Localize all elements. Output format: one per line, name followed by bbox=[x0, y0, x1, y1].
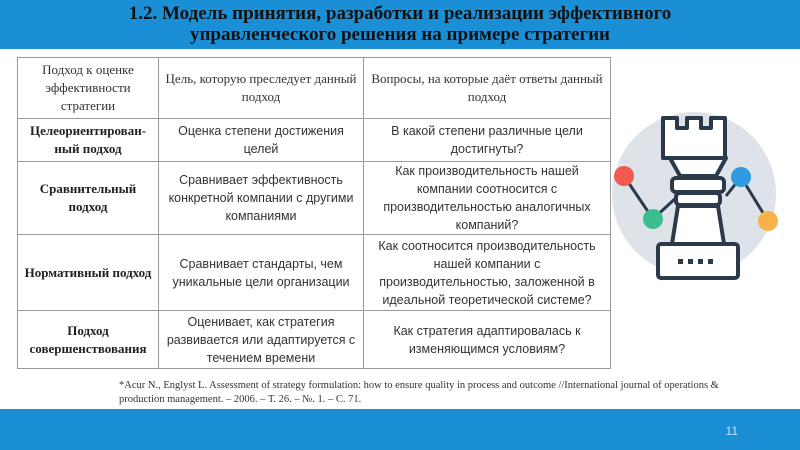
slide-title-line-1: 1.2. Модель принятия, разработки и реализации эффективного bbox=[128, 3, 672, 24]
approach-cell: Целеориентирован-ный подход bbox=[18, 119, 159, 162]
table-row bbox=[18, 235, 611, 311]
goal-cell: Сравнивает эффективность конкретной компании с другими компаниями bbox=[159, 162, 364, 235]
table-row bbox=[18, 162, 611, 235]
question-cell: Как стратегия адаптировалась к изменяющимся условиям? bbox=[364, 311, 611, 369]
question-cell: В какой степени различные цели достигнуты? bbox=[364, 119, 611, 162]
citation-footnote: *Acur N., Englyst L. Assessment of strategy formulation: how to ensure quality in process and outcome //International journal of operations & production management. – 2006. – Т. 26. – №. 1. – С. 71. bbox=[119, 380, 719, 405]
approach-cell: Нормативный подход bbox=[18, 235, 159, 311]
footer-banner bbox=[0, 409, 800, 450]
goal-cell: Оценка степени достижения целей bbox=[159, 119, 364, 162]
header-questions: Вопросы, на которые даёт ответы данный подход bbox=[364, 58, 611, 119]
header-approach: Подход к оценке эффективности стратегии bbox=[18, 58, 159, 119]
approaches-table bbox=[17, 57, 611, 369]
slide-title-line-2: управленческого решения на примере стратегии bbox=[189, 24, 611, 45]
approach-cell: Сравнительный подход bbox=[18, 162, 159, 235]
chess-rook-icon bbox=[608, 100, 788, 300]
title-banner bbox=[0, 0, 800, 49]
table-header-row bbox=[18, 58, 611, 119]
table-row bbox=[18, 311, 611, 369]
goal-cell: Оценивает, как стратегия развивается или адаптируется с течением времени bbox=[159, 311, 364, 369]
goal-cell: Сравнивает стандарты, чем уникальные цели организации bbox=[159, 235, 364, 311]
approach-cell: Подход совершенствования bbox=[18, 311, 159, 369]
table-row bbox=[18, 119, 611, 162]
question-cell: Как производительность нашей компании соотносится с производительностью аналогичных компаний? bbox=[364, 162, 611, 235]
page-number: 11 bbox=[725, 424, 738, 438]
header-goal: Цель, которую преследует данный подход bbox=[159, 58, 364, 119]
strategy-illustration bbox=[608, 100, 788, 300]
question-cell: Как соотносится производительность нашей компании с производительностью, заложенной в идеальной теоретической системе? bbox=[364, 235, 611, 311]
